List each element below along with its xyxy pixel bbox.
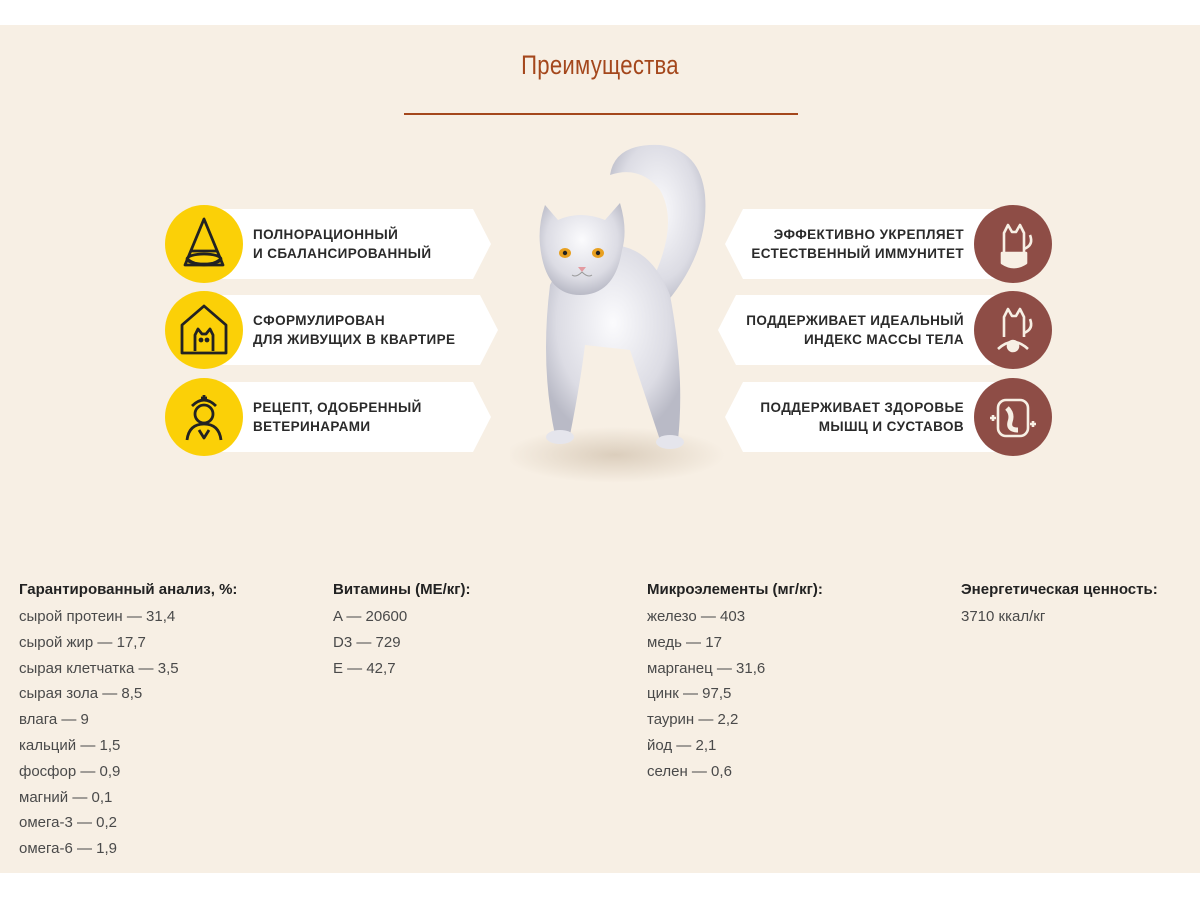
energy-column <box>961 581 1158 630</box>
list-item: селен — 0,6 <box>647 762 732 780</box>
list-item: фосфор — 0,9 <box>19 762 121 780</box>
veterinarian-icon <box>165 378 243 456</box>
benefit-text: ПОЛНОРАЦИОННЫЙ И СБАЛАНСИРОВАННЫЙ <box>253 227 432 261</box>
cat-in-house-icon <box>165 291 243 369</box>
list-item: марганец — 31,6 <box>647 659 766 677</box>
list-item: 3710 ккал/кг <box>961 608 1046 625</box>
benefit-text: ПОДДЕРЖИВАЕТ ЗДОРОВЬЕ МЫШЦ И СУСТАВОВ <box>760 400 964 434</box>
list-item: омега-3 — 0,2 <box>19 814 118 832</box>
list-item: кальций — 1,5 <box>19 736 121 754</box>
list-item: магний — 0,1 <box>19 788 113 806</box>
list-item: таурин — 2,2 <box>647 711 739 729</box>
benefit-text: РЕЦЕПТ, ОДОБРЕННЫЙ ВЕТЕРИНАРАМИ <box>253 400 422 434</box>
cat-photo <box>510 135 730 485</box>
minerals-column <box>647 581 823 785</box>
benefit-body-mass <box>718 295 1052 365</box>
benefit-joints <box>725 382 1052 452</box>
cat-scale-icon <box>974 291 1052 369</box>
benefit-complete-balanced <box>165 209 491 279</box>
list-item: влага — 9 <box>19 711 89 729</box>
column-title: Гарантированный анализ, %: <box>19 581 238 598</box>
benefit-text: СФОРМУЛИРОВАН ДЛЯ ЖИВУЩИХ В КВАРТИРЕ <box>253 313 456 347</box>
benefit-text: ЭФФЕКТИВНО УКРЕПЛЯЕТ ЕСТЕСТВЕННЫЙ ИММУНИТЕТ <box>751 227 964 261</box>
list-item: йод — 2,1 <box>647 736 717 754</box>
column-title: Микроэлементы (мг/кг): <box>647 581 823 598</box>
list-item: сырая зола — 8,5 <box>19 685 143 703</box>
list-item: сырой протеин — 31,4 <box>19 608 176 625</box>
list-item: E — 42,7 <box>333 659 396 677</box>
list-item: железо — 403 <box>647 608 746 625</box>
benefit-vet-approved <box>165 382 491 452</box>
list-item: сырой жир — 17,7 <box>19 633 146 651</box>
benefit-indoor <box>165 295 498 365</box>
list-item: омега-6 — 1,9 <box>19 840 118 858</box>
benefit-immunity <box>725 209 1052 279</box>
food-bowl-icon <box>165 205 243 283</box>
guaranteed-analysis-column <box>19 581 237 862</box>
vitamins-column <box>333 581 471 681</box>
cat-shield-icon <box>974 205 1052 283</box>
column-title: Витамины (МЕ/кг): <box>333 581 471 598</box>
list-item: сырая клетчатка — 3,5 <box>19 659 179 677</box>
list-item: A — 20600 <box>333 608 408 625</box>
title-underline <box>404 113 798 115</box>
benefit-text: ПОДДЕРЖИВАЕТ ИДЕАЛЬНЫЙ ИНДЕКС МАССЫ ТЕЛА <box>746 313 964 347</box>
list-item: цинк — 97,5 <box>647 685 732 703</box>
column-title: Энергетическая ценность: <box>961 581 1158 598</box>
list-item: медь — 17 <box>647 633 722 651</box>
joint-icon <box>974 378 1052 456</box>
list-item: D3 — 729 <box>333 633 401 651</box>
section-title: Преимущества <box>521 50 679 80</box>
